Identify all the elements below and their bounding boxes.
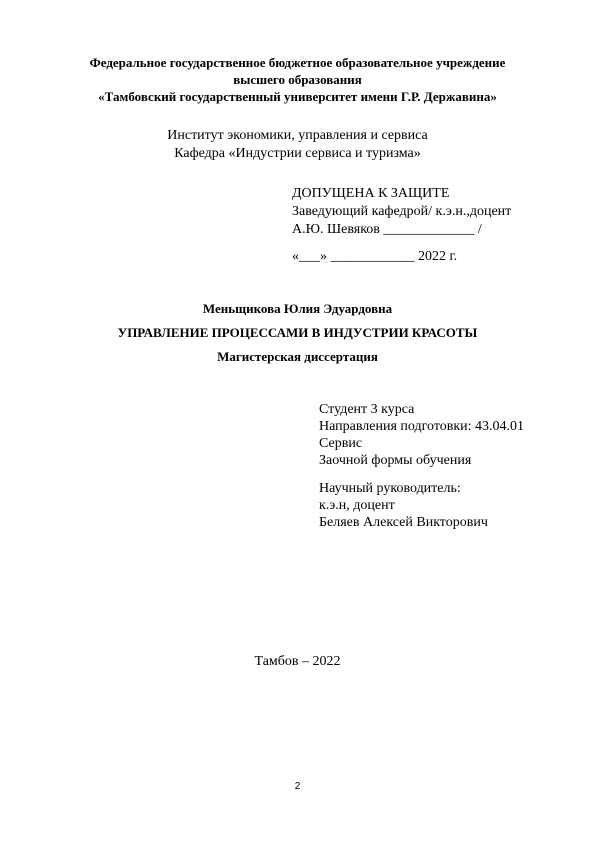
approval-title: ДОПУЩЕНА К ЗАЩИТЕ xyxy=(292,186,450,201)
approval-signer: А.Ю. Шевяков _____________ / xyxy=(292,222,482,237)
supervisor-degree: к.э.н, доцент xyxy=(319,498,395,513)
author-name: Меньщикова Юлия Эдуардовна xyxy=(202,301,393,316)
supervisor-label: Научный руководитель: xyxy=(319,481,461,496)
approval-position: Заведующий кафедрой/ к.э.н.,доцент xyxy=(292,204,512,219)
org-name-line3: «Тамбовский государственный университет имени Г.Р. Державина» xyxy=(98,89,497,104)
student-study-form: Заочной формы обучения xyxy=(319,453,472,468)
student-course: Студент 3 курса xyxy=(319,402,415,417)
org-name-line2: высшего образования xyxy=(233,72,362,87)
institute-name: Институт экономики, управления и сервиса xyxy=(167,128,428,143)
city-year: Тамбов – 2022 xyxy=(254,654,341,669)
student-direction: Направления подготовки: 43.04.01 xyxy=(319,419,525,434)
thesis-type: Магистерская диссертация xyxy=(217,349,378,364)
thesis-title: УПРАВЛЕНИЕ ПРОЦЕССАМИ В ИНДУСТРИИ КРАСОТЫ xyxy=(117,325,478,340)
page-number: 2 xyxy=(294,781,301,792)
department-name: Кафедра «Индустрии сервиса и туризма» xyxy=(174,146,421,161)
student-program: Сервис xyxy=(319,436,363,451)
supervisor-name: Беляев Алексей Викторович xyxy=(319,515,488,530)
org-name-line1: Федеральное государственное бюджетное образовательное учреждение xyxy=(89,55,506,70)
approval-date: «___» ____________ 2022 г. xyxy=(292,249,458,264)
